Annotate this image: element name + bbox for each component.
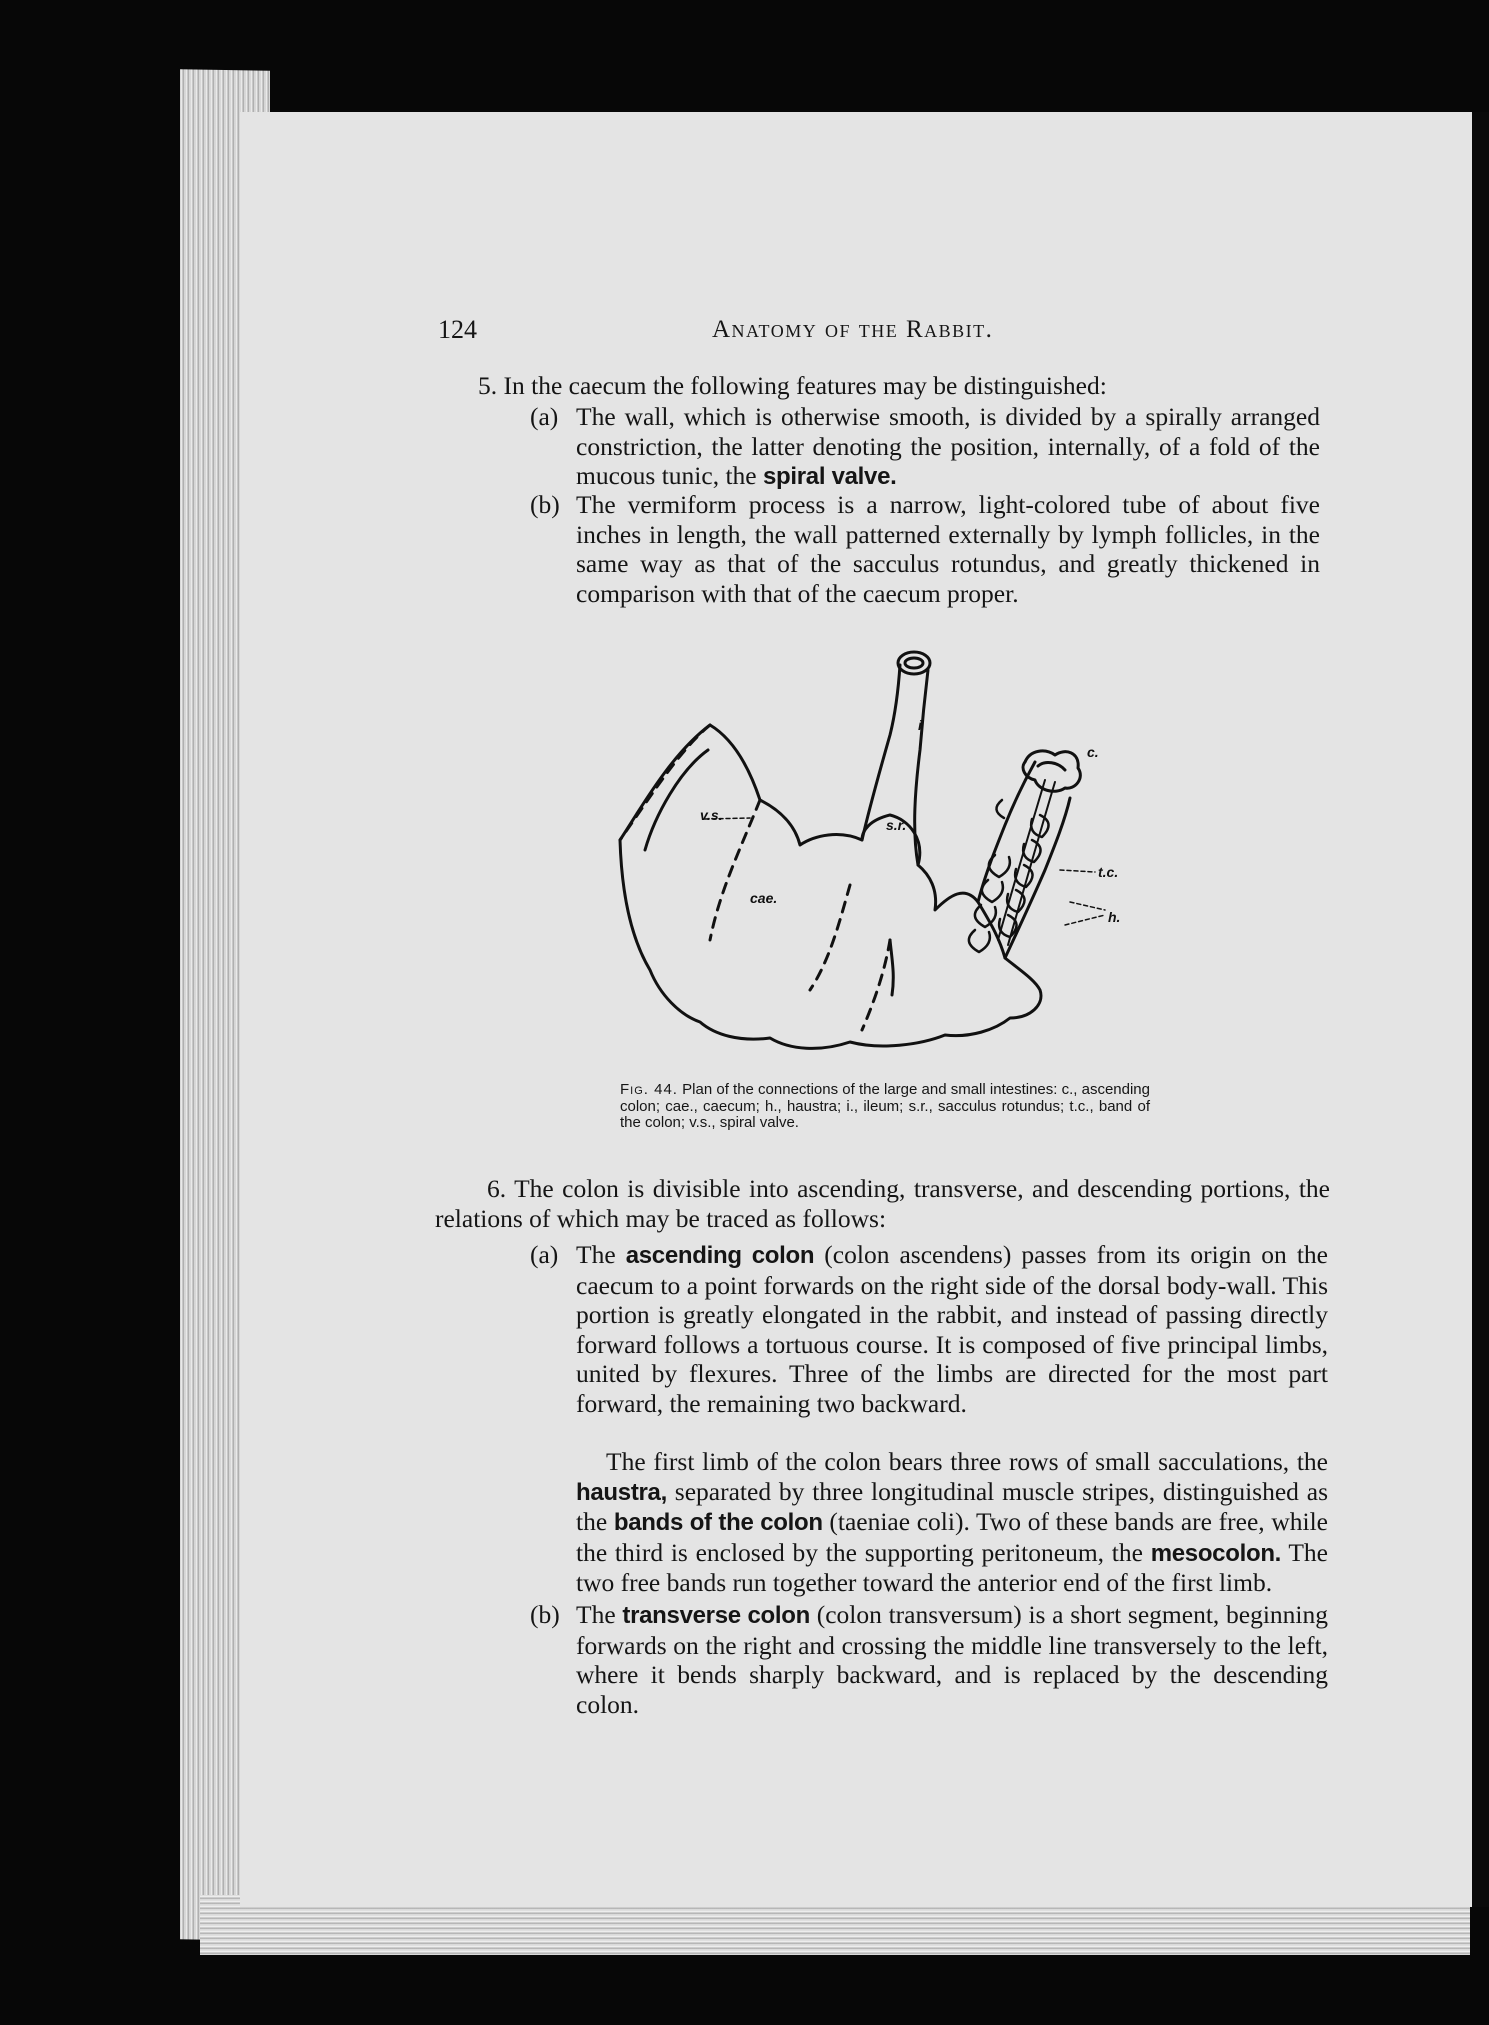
item-body xyxy=(576,1600,1328,1719)
item-text: (colon transversum) is a short segment, beginning forwards on the right and crossing the middle line transversely to the left, where it bends sharply backward, and is replaced by the descending colon. xyxy=(576,1600,1328,1719)
item-text: The xyxy=(576,1240,626,1269)
ileum-tube xyxy=(862,665,900,840)
item-label: (a) xyxy=(530,402,559,431)
label-tc: t.c. xyxy=(1098,864,1119,880)
item-text: separated by three longitudinal muscle stripes, distinguished as the xyxy=(576,1476,1328,1537)
item-text: (colon ascendens) passes from its origin on the caecum to a point forwards on the right side of the dorsal body-wall. This portion is greatly elongated in the rabbit, and instead of passing directly forward follows a tortuous course. It is composed of five principal limbs, united by flexures. Three of the limbs are directed for the most part forward, the remaining two backward. xyxy=(576,1240,1329,1418)
running-title: Anatomy of the Rabbit. xyxy=(712,316,994,343)
item-label: (b) xyxy=(530,490,560,519)
bold-term-ascending-colon: ascending colon xyxy=(625,1242,815,1269)
bold-term-bands-of-colon: bands of the colon xyxy=(613,1509,823,1537)
item-paragraph-2 xyxy=(576,1447,1328,1598)
page-number: 124 xyxy=(438,315,477,344)
item-text: The wall, which is otherwise smooth, is divided by a spirally arranged constriction, the latter denoting the position, internally, of a fold of the mucous tunic, the xyxy=(576,402,1320,491)
item-body xyxy=(576,402,1320,492)
item-label: (b) xyxy=(530,1600,560,1629)
bold-term-transverse-colon: transverse colon xyxy=(622,1602,811,1629)
figure-caption xyxy=(620,1082,1150,1132)
figure-44-intestine-diagram xyxy=(600,640,1160,1060)
figure-number: Fig. 44. xyxy=(620,1081,678,1098)
item-text: The two free bands run together toward the anterior end of the first limb. xyxy=(576,1537,1328,1598)
caption-text: Plan of the connections of the large and small intestines: c., ascending colon; cae., caecum; h., haustra; i., ileum; s.r., sacculus rotundus; t.c., band of the colon; v.s., spiral valve. xyxy=(620,1081,1150,1132)
ileum-opening xyxy=(898,652,930,674)
label-vs: v.s. xyxy=(700,807,723,823)
item-text: (taeniae coli). Two of these bands are free, while the third is enclosed by the supporting peritoneum, the xyxy=(576,1507,1328,1567)
bold-term-haustra: haustra, xyxy=(576,1478,667,1506)
item-body: The vermiform process is a narrow, light-colored tube of about five inches in length, the wall patterned externally by lymph follicles, in the same way as that of the sacculus rotundus, and greatly thickened in comparison with that of the caecum proper. xyxy=(576,490,1320,608)
label-h: h. xyxy=(1108,909,1121,925)
item-label: (a) xyxy=(530,1240,559,1269)
section-5-intro: 5. In the caecum the following features may be distinguished: xyxy=(478,371,1107,400)
label-cae: cae. xyxy=(750,890,778,906)
section-6-intro: 6. The colon is divisible into ascending, transverse, and descending portions, the relations of which may be traced as follows: xyxy=(435,1174,1330,1233)
label-i: i xyxy=(918,717,922,733)
item-text: The xyxy=(576,1600,623,1629)
label-sr: s.r. xyxy=(886,817,907,833)
item-body xyxy=(576,1240,1328,1419)
label-c: c. xyxy=(1087,744,1099,760)
bold-term-spiral-valve: spiral valve. xyxy=(762,463,897,491)
item-text: The first limb of the colon bears three rows of small sacculations, the xyxy=(606,1447,1328,1476)
bold-term-mesocolon: mesocolon. xyxy=(1150,1539,1282,1567)
